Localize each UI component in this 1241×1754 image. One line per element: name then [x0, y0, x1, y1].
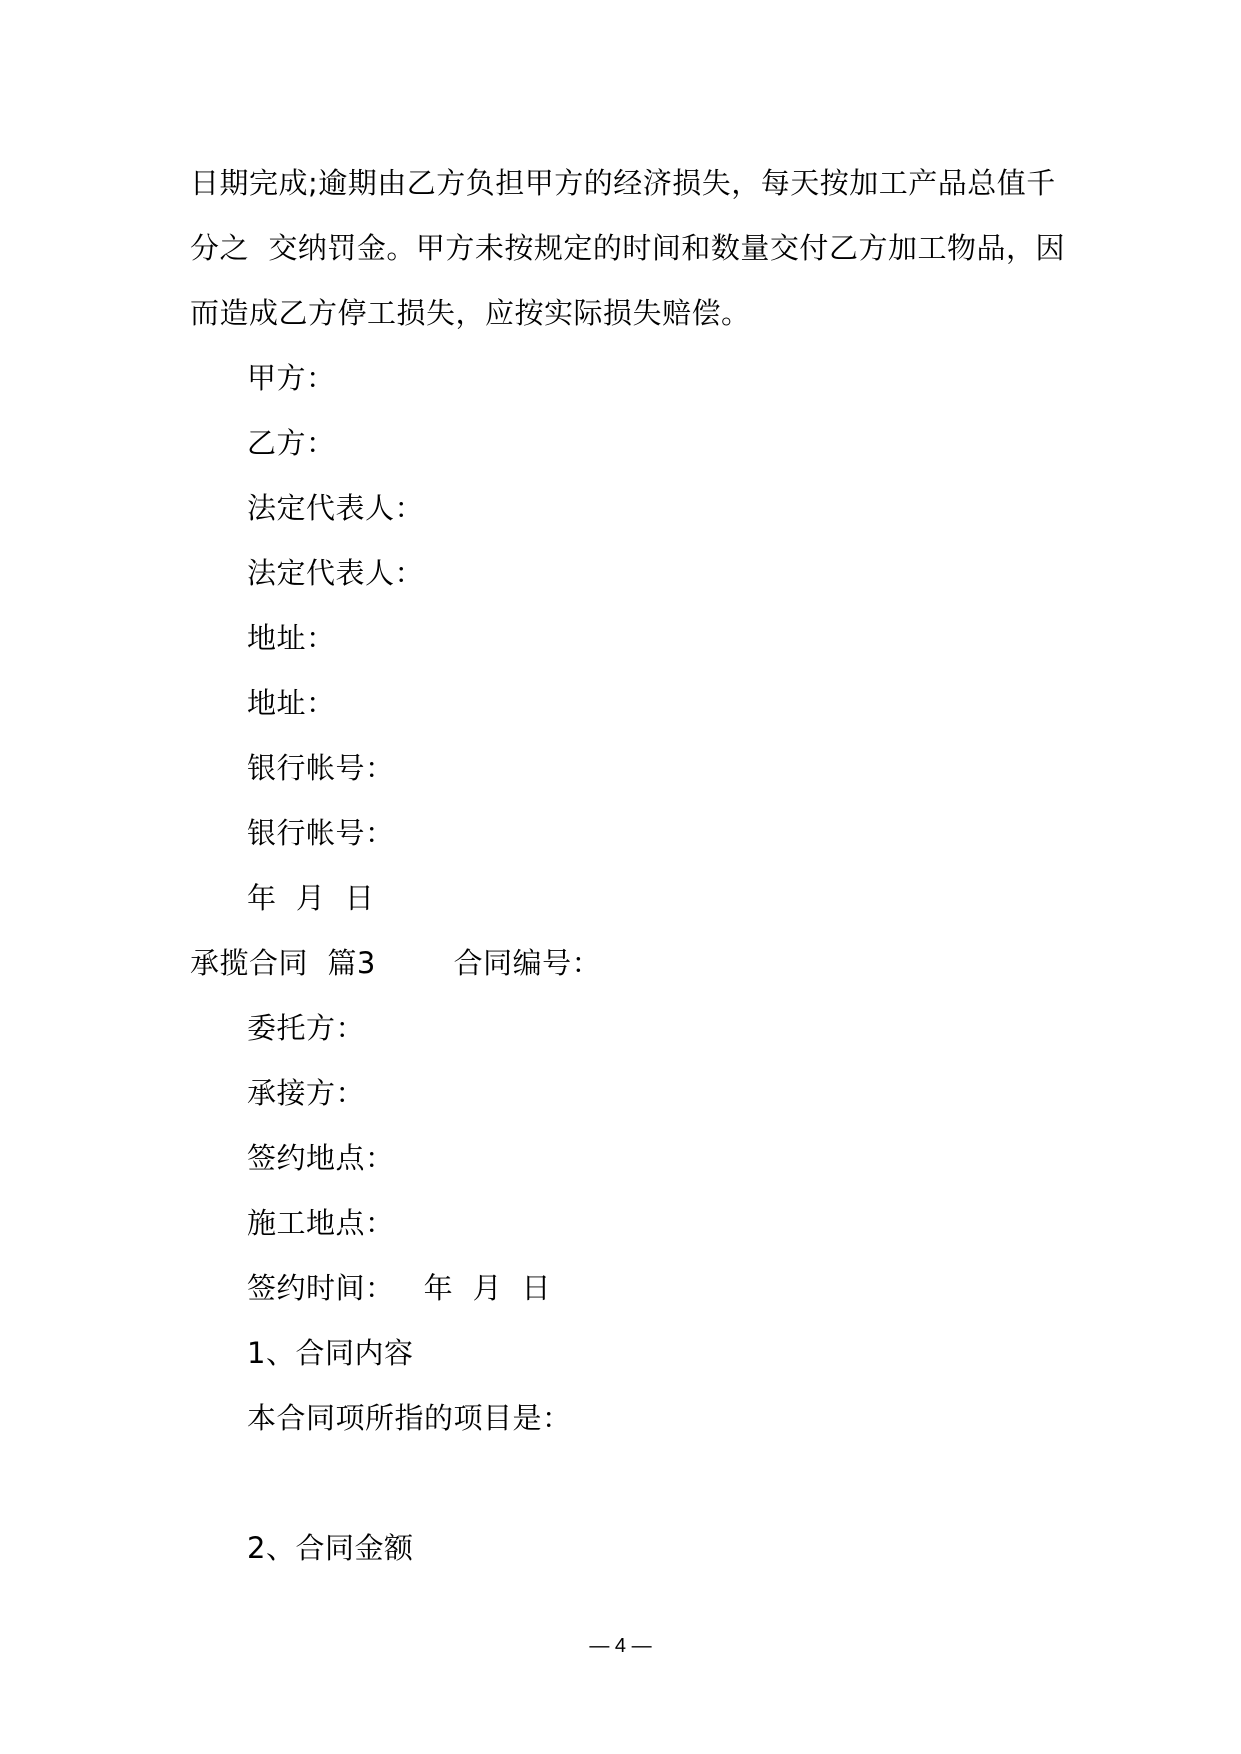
project-description-field: 本合同项所指的项目是：: [247, 1401, 572, 1435]
date-field: 年 月 日: [247, 881, 375, 915]
party-a-field: 甲方：: [247, 361, 336, 395]
paragraph-line: 日期完成;逾期由乙方负担甲方的经济损失，每天按加工产品总值千: [190, 166, 1056, 200]
legal-representative-field: 法定代表人：: [247, 491, 425, 525]
address-field: 地址：: [247, 686, 336, 720]
paragraph-line: 而造成乙方停工损失，应按实际损失赔偿。: [190, 296, 751, 330]
legal-representative-field: 法定代表人：: [247, 556, 425, 590]
signing-time-field: 签约时间： 年 月 日: [247, 1271, 552, 1305]
client-field: 委托方：: [247, 1011, 366, 1045]
clause-heading: 2、合同金额: [247, 1531, 414, 1565]
address-field: 地址：: [247, 621, 336, 655]
clause-heading: 1、合同内容: [247, 1336, 414, 1370]
section-heading: 承揽合同 篇3 合同编号：: [190, 946, 602, 980]
bank-account-field: 银行帐号：: [247, 751, 395, 785]
contractor-field: 承接方：: [247, 1076, 366, 1110]
party-b-field: 乙方：: [247, 426, 336, 460]
paragraph-line: 分之 交纳罚金。甲方未按规定的时间和数量交付乙方加工物品，因: [190, 231, 1065, 265]
bank-account-field: 银行帐号：: [247, 816, 395, 850]
page-number: — 4 —: [589, 1635, 652, 1657]
signing-location-field: 签约地点：: [247, 1141, 395, 1175]
construction-site-field: 施工地点：: [247, 1206, 395, 1240]
